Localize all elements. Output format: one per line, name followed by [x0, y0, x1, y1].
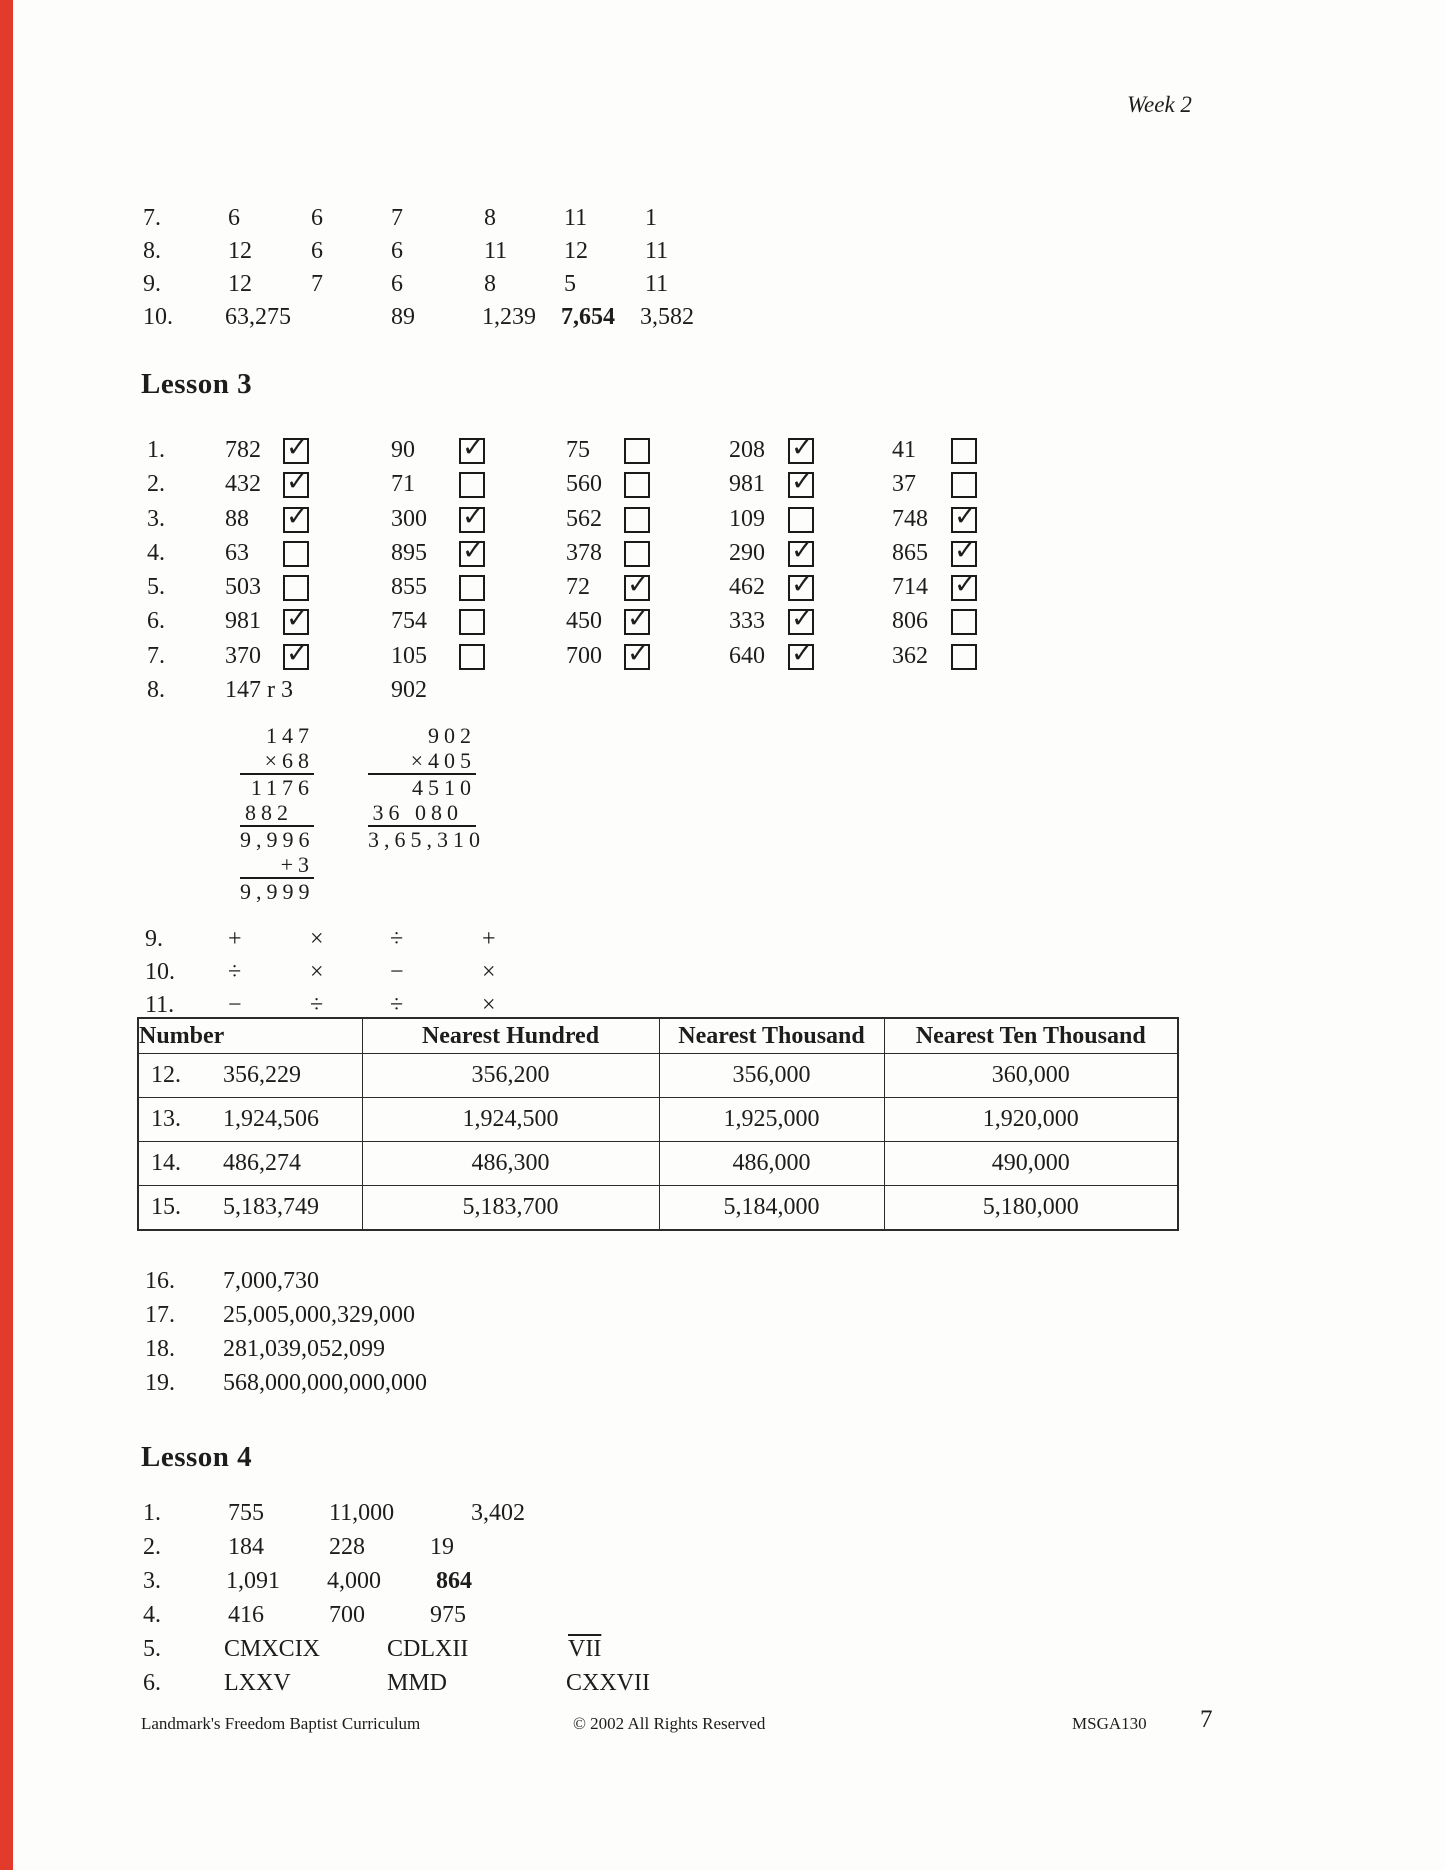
- operation-symbol: −: [228, 992, 242, 1018]
- operation-symbol: ×: [310, 926, 324, 952]
- checkmark-icon: ✓: [791, 603, 814, 634]
- checkbox[interactable]: [788, 507, 814, 533]
- operation-symbol: ×: [310, 959, 324, 985]
- work-line: ×405: [410, 748, 476, 773]
- answer-value: 25,005,000,329,000: [223, 1302, 415, 1328]
- answer-value: 41: [892, 437, 916, 463]
- nearest-thousand-value: 5,184,000: [659, 1186, 884, 1231]
- answer-value: 12: [228, 271, 252, 297]
- work-line: +3: [280, 852, 314, 877]
- roman-numeral-value: MMD: [387, 1670, 448, 1696]
- answer-row: [0, 1500, 1445, 1534]
- operations-row: [0, 959, 1445, 993]
- roman-numeral-value: CXXVII: [566, 1670, 650, 1696]
- answer-value: 895: [391, 540, 427, 566]
- checkbox[interactable]: [951, 438, 977, 464]
- item-number: 19.: [145, 1370, 175, 1396]
- checkbox[interactable]: [459, 501, 485, 533]
- answer-value: 6: [228, 205, 240, 231]
- lesson3-title: Lesson 3: [141, 368, 253, 400]
- week-label: Week 2: [1127, 92, 1192, 117]
- answer-value: 11: [645, 271, 669, 297]
- item-number: 1.: [147, 437, 165, 463]
- checkbox[interactable]: [283, 638, 309, 670]
- checkbox[interactable]: [459, 644, 485, 670]
- answer-value: 109: [729, 506, 765, 532]
- checkbox[interactable]: [459, 472, 485, 498]
- answer-value: 75: [566, 437, 590, 463]
- answer-value: 333: [729, 608, 765, 634]
- footer-code: MSGA130: [1072, 1714, 1147, 1733]
- answer-value: 71: [391, 471, 415, 497]
- column-header: Nearest Hundred: [362, 1018, 659, 1054]
- item-number: 2.: [147, 471, 165, 497]
- table-row: [138, 1054, 1178, 1098]
- item-number: 7.: [147, 643, 165, 669]
- answer-row: [0, 205, 1445, 239]
- check-row: [0, 466, 1445, 505]
- checkmark-icon: ✓: [791, 535, 814, 566]
- answer-value: 6: [311, 205, 323, 231]
- checkmark-icon: ✓: [954, 501, 977, 532]
- checkbox[interactable]: [459, 432, 485, 464]
- checkbox[interactable]: [283, 466, 309, 498]
- answer-value: 281,039,052,099: [223, 1336, 385, 1362]
- operation-symbol: +: [482, 926, 496, 952]
- checkbox[interactable]: [283, 541, 309, 567]
- column-header: Nearest Ten Thousand: [884, 1018, 1178, 1054]
- operation-symbol: ÷: [390, 926, 404, 952]
- column-header: Nearest Thousand: [659, 1018, 884, 1054]
- answer-value: 640: [729, 643, 765, 669]
- answer-value: 88: [225, 506, 249, 532]
- answer-row: [0, 304, 1445, 338]
- answer-value: 855: [391, 574, 427, 600]
- item-number: 13.: [151, 1106, 181, 1132]
- roman-numeral-value: CMXCIX: [224, 1636, 321, 1662]
- item-number: 9.: [145, 926, 163, 952]
- answer-value: 5: [564, 271, 576, 297]
- checkbox[interactable]: [459, 535, 485, 567]
- item-number: 8.: [143, 238, 161, 264]
- item-number: 10.: [143, 304, 173, 330]
- item-number: 9.: [143, 271, 161, 297]
- answer-value: 11,000: [329, 1500, 395, 1526]
- answer-value: 11: [564, 205, 588, 231]
- answer-value: 11: [484, 238, 508, 264]
- answer-value: 864: [436, 1568, 472, 1594]
- answer-value: 782: [225, 437, 261, 463]
- checkbox[interactable]: [951, 535, 977, 567]
- answer-value: 90: [391, 437, 415, 463]
- item-number: 4.: [143, 1602, 161, 1628]
- answer-value: 7: [311, 271, 323, 297]
- answer-row: [0, 1370, 1445, 1404]
- nearest-hundred-value: 486,300: [362, 1142, 659, 1186]
- item-number: 17.: [145, 1302, 175, 1328]
- answer-value: 865: [892, 540, 928, 566]
- answer-value: 19: [430, 1534, 454, 1560]
- table-header-row: [138, 1018, 1178, 1054]
- checkmark-icon: ✓: [462, 432, 485, 463]
- answer-row: [0, 1636, 1445, 1670]
- item-number: 3.: [147, 506, 165, 532]
- number-value: 5,183,749: [223, 1194, 319, 1220]
- checkbox[interactable]: [788, 603, 814, 635]
- checkmark-icon: ✓: [286, 638, 309, 669]
- checkmark-icon: ✓: [627, 603, 650, 634]
- answer-value: 7,000,730: [223, 1268, 319, 1294]
- answer-value: 560: [566, 471, 602, 497]
- answer-value: 806: [892, 608, 928, 634]
- item-number: 4.: [147, 540, 165, 566]
- work-line: ×68: [264, 748, 314, 773]
- answer-value: 6: [311, 238, 323, 264]
- checkbox[interactable]: [788, 466, 814, 498]
- checkmark-icon: ✓: [286, 501, 309, 532]
- item-number: 12.: [151, 1062, 181, 1088]
- answer-value: 748: [892, 506, 928, 532]
- answer-value: 975: [430, 1602, 466, 1628]
- check-row: [0, 569, 1445, 608]
- operation-symbol: +: [228, 926, 242, 952]
- checkbox[interactable]: [624, 569, 650, 601]
- answer-value: 12: [228, 238, 252, 264]
- operation-symbol: ÷: [228, 959, 242, 985]
- answer-value: 8: [484, 271, 496, 297]
- answer-row: [0, 1602, 1445, 1636]
- answer-value: 1,091: [226, 1568, 280, 1594]
- work-line: 3,65,310: [368, 827, 485, 852]
- item-number: 7.: [143, 205, 161, 231]
- nearest-thousand-value: 356,000: [659, 1054, 884, 1098]
- lesson4-title: Lesson 4: [141, 1441, 253, 1473]
- work-line: 902: [428, 723, 476, 748]
- answer-value: 300: [391, 506, 427, 532]
- checkbox[interactable]: [624, 507, 650, 533]
- multiplication-work-right: [368, 723, 485, 852]
- answer-value: 700: [566, 643, 602, 669]
- checkbox[interactable]: [951, 569, 977, 601]
- number-value: 1,924,506: [223, 1106, 319, 1132]
- item-number: 15.: [151, 1194, 181, 1220]
- answer-value: 370: [225, 643, 261, 669]
- roman-numeral-value: $\overline{VII}$: [568, 1636, 602, 1662]
- check-row: [0, 603, 1445, 642]
- answer-value: 3,582: [640, 304, 694, 330]
- work-line: 882: [245, 800, 293, 825]
- checkbox[interactable]: [624, 638, 650, 670]
- work-line: 9,999: [240, 879, 315, 904]
- checkbox[interactable]: [951, 501, 977, 533]
- checkbox[interactable]: [788, 638, 814, 670]
- checkmark-icon: ✓: [462, 501, 485, 532]
- nearest-thousand-value: 1,925,000: [659, 1098, 884, 1142]
- answer-row: [0, 1268, 1445, 1302]
- checkmark-icon: ✓: [791, 569, 814, 600]
- checkmark-icon: ✓: [462, 535, 485, 566]
- table-row: [138, 1098, 1178, 1142]
- answer-value: 7: [391, 205, 403, 231]
- checkbox[interactable]: [283, 603, 309, 635]
- answer-value: 714: [892, 574, 928, 600]
- checkbox[interactable]: [283, 575, 309, 601]
- footer-copyright: © 2002 All Rights Reserved: [573, 1714, 766, 1733]
- checkbox[interactable]: [788, 569, 814, 601]
- checkmark-icon: ✓: [791, 432, 814, 463]
- number-value: 486,274: [223, 1150, 301, 1176]
- answer-value: 63: [225, 540, 249, 566]
- answer-row: [0, 1302, 1445, 1336]
- roman-numeral-value: LXXV: [224, 1670, 291, 1696]
- item-number: 10.: [145, 959, 175, 985]
- check-row: [0, 501, 1445, 540]
- answer-row: [0, 1336, 1445, 1370]
- work-line: 9,996: [240, 827, 315, 852]
- nearest-hundred-value: 1,924,500: [362, 1098, 659, 1142]
- answer-value: 89: [391, 304, 415, 330]
- answer-value: 290: [729, 540, 765, 566]
- answer-value: 700: [329, 1602, 365, 1628]
- operation-symbol: −: [390, 959, 404, 985]
- checkbox[interactable]: [624, 603, 650, 635]
- footer-curriculum-name: Landmark's Freedom Baptist Curriculum: [141, 1714, 421, 1733]
- checkmark-icon: ✓: [627, 638, 650, 669]
- operations-row: [0, 926, 1445, 960]
- check-row: [0, 432, 1445, 471]
- checkmark-icon: ✓: [791, 466, 814, 497]
- answer-value: 147 r 3: [225, 677, 293, 703]
- table-row: [138, 1186, 1178, 1231]
- checkbox[interactable]: [788, 535, 814, 567]
- nearest-ten-thousand-value: 360,000: [884, 1054, 1178, 1098]
- item-number: 6.: [143, 1670, 161, 1696]
- work-line: 1176: [240, 773, 314, 800]
- work-line: 4510: [368, 773, 476, 800]
- checkmark-icon: ✓: [791, 638, 814, 669]
- answer-value: 432: [225, 471, 261, 497]
- answer-value: 228: [329, 1534, 365, 1560]
- item-number: 6.: [147, 608, 165, 634]
- answer-value: 981: [729, 471, 765, 497]
- answer-value: 6: [391, 238, 403, 264]
- nearest-hundred-value: 356,200: [362, 1054, 659, 1098]
- nearest-hundred-value: 5,183,700: [362, 1186, 659, 1231]
- answer-value: 362: [892, 643, 928, 669]
- item-number: 2.: [143, 1534, 161, 1560]
- work-line: 36 080: [372, 800, 463, 825]
- operation-symbol: ×: [482, 992, 496, 1018]
- answer-value: 4,000: [327, 1568, 381, 1594]
- item-number: 5.: [147, 574, 165, 600]
- checkbox[interactable]: [459, 609, 485, 635]
- answer-value: 1,239: [482, 304, 536, 330]
- checkmark-icon: ✓: [954, 569, 977, 600]
- checkmark-icon: ✓: [954, 535, 977, 566]
- checkbox[interactable]: [283, 501, 309, 533]
- answer-row: [0, 1534, 1445, 1568]
- item-number: 1.: [143, 1500, 161, 1526]
- answer-value: 462: [729, 574, 765, 600]
- operation-symbol: ×: [482, 959, 496, 985]
- nearest-ten-thousand-value: 5,180,000: [884, 1186, 1178, 1231]
- checkmark-icon: ✓: [286, 603, 309, 634]
- answer-value: 63,275: [225, 304, 291, 330]
- checkbox[interactable]: [624, 541, 650, 567]
- checkbox[interactable]: [951, 644, 977, 670]
- answer-value: 208: [729, 437, 765, 463]
- answer-value: 754: [391, 608, 427, 634]
- answer-value: 1: [645, 205, 657, 231]
- answer-value: 503: [225, 574, 261, 600]
- item-number: 3.: [143, 1568, 161, 1594]
- answer-value: 378: [566, 540, 602, 566]
- page-number: 7: [1200, 1706, 1213, 1733]
- item-number: 16.: [145, 1268, 175, 1294]
- answer-value: 8: [484, 205, 496, 231]
- answer-value: 11: [645, 238, 669, 264]
- operation-symbol: ÷: [310, 992, 324, 1018]
- checkmark-icon: ✓: [286, 466, 309, 497]
- item-number: 14.: [151, 1150, 181, 1176]
- nearest-thousand-value: 486,000: [659, 1142, 884, 1186]
- work-line: 147: [266, 723, 314, 748]
- answer-row: [0, 238, 1445, 272]
- checkbox[interactable]: [283, 432, 309, 464]
- item-number: 8.: [147, 677, 165, 703]
- answer-value: 562: [566, 506, 602, 532]
- rounding-table: [137, 1017, 1179, 1231]
- roman-numeral-value: CDLXII: [387, 1636, 469, 1662]
- item-number: 18.: [145, 1336, 175, 1362]
- checkmark-icon: ✓: [627, 569, 650, 600]
- answer-value: 105: [391, 643, 427, 669]
- answer-value: 902: [391, 677, 427, 703]
- checkbox[interactable]: [951, 609, 977, 635]
- checkbox[interactable]: [624, 438, 650, 464]
- check-row: [0, 535, 1445, 574]
- answer-value: 6: [391, 271, 403, 297]
- answer-value: 184: [228, 1534, 264, 1560]
- item-number: 5.: [143, 1636, 161, 1662]
- multiplication-work-left: [240, 723, 314, 904]
- answer-value: 7,654: [561, 304, 615, 330]
- checkbox[interactable]: [624, 472, 650, 498]
- nearest-ten-thousand-value: 1,920,000: [884, 1098, 1178, 1142]
- answer-value: 755: [228, 1500, 264, 1526]
- column-header: Number: [138, 1018, 362, 1054]
- answer-value: 416: [228, 1602, 264, 1628]
- answer-value: 981: [225, 608, 261, 634]
- answer-row: [0, 1670, 1445, 1704]
- nearest-ten-thousand-value: 490,000: [884, 1142, 1178, 1186]
- checkbox[interactable]: [951, 472, 977, 498]
- answer-row: [0, 271, 1445, 305]
- answer-row: [0, 677, 1445, 711]
- answer-value: 3,402: [471, 1500, 525, 1526]
- checkbox[interactable]: [788, 432, 814, 464]
- answer-value: 12: [564, 238, 588, 264]
- answer-value: 568,000,000,000,000: [223, 1370, 427, 1396]
- operation-symbol: ÷: [390, 992, 404, 1018]
- answer-value: 72: [566, 574, 590, 600]
- item-number: 11.: [145, 992, 175, 1018]
- number-value: 356,229: [223, 1062, 301, 1088]
- answer-value: 37: [892, 471, 916, 497]
- answer-row: [0, 1568, 1445, 1602]
- table-row: [138, 1142, 1178, 1186]
- checkbox[interactable]: [459, 575, 485, 601]
- checkmark-icon: ✓: [286, 432, 309, 463]
- check-row: [0, 638, 1445, 677]
- answer-value: 450: [566, 608, 602, 634]
